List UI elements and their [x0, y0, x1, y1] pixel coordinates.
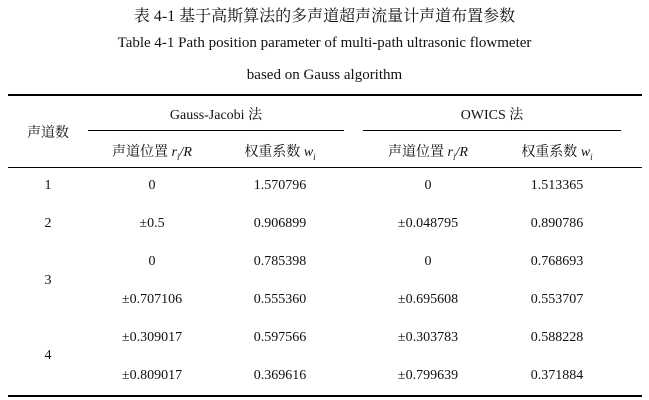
group-rule-owics — [363, 130, 621, 131]
gj-position-cell: 0 — [148, 254, 156, 269]
column-header-path-count: 声道数 — [27, 126, 69, 141]
gj-weight-cell: 0.597566 — [253, 330, 307, 345]
gj-position-cell: ±0.809017 — [121, 368, 183, 383]
ow-weight-cell: 1.513365 — [530, 178, 584, 193]
table-caption-english-line2: based on Gauss algorithm — [246, 67, 403, 83]
gj-weight-cell: 1.570796 — [253, 178, 307, 193]
gj-weight-cell: 0.906899 — [253, 216, 307, 231]
path-count-cell: 3 — [44, 273, 52, 288]
position-subscript: i — [176, 151, 180, 162]
ow-position-cell: ±0.799639 — [397, 368, 459, 383]
ow-position-cell: 0 — [424, 178, 432, 193]
ow-weight-cell: 0.371884 — [530, 368, 584, 383]
header-bottom-rule — [8, 167, 642, 168]
group-rule-gauss-jacobi — [88, 130, 344, 131]
table-caption-english-line1: Table 4-1 Path position parameter of multi-path ultrasonic flowmeter — [117, 35, 532, 51]
position-symbol: r — [171, 145, 177, 160]
path-count-cell: 4 — [44, 348, 52, 363]
ow-weight-cell: 0.768693 — [530, 254, 584, 269]
path-count-cell: 1 — [44, 178, 52, 193]
ow-weight-cell: 0.890786 — [530, 216, 584, 231]
group-header-gauss-jacobi: Gauss-Jacobi 法 — [169, 108, 263, 123]
position-suffix: /R — [179, 145, 192, 160]
gj-position-cell: ±0.707106 — [121, 292, 183, 307]
column-header-ow-position — [363, 141, 493, 162]
table-top-rule — [8, 94, 642, 96]
weight-symbol: w — [303, 145, 314, 160]
ow-weight-cell: 0.553707 — [530, 292, 584, 307]
weight-label: 权重系数 — [521, 145, 581, 160]
table-bottom-rule — [8, 395, 642, 397]
gj-weight-cell: 0.369616 — [253, 368, 307, 383]
ow-position-cell: ±0.048795 — [397, 216, 459, 231]
position-suffix: /R — [455, 145, 468, 160]
gj-position-cell: ±0.309017 — [121, 330, 183, 345]
gj-weight-cell: 0.785398 — [253, 254, 307, 269]
gj-position-cell: ±0.5 — [139, 216, 165, 231]
ow-position-cell: ±0.695608 — [397, 292, 459, 307]
position-subscript: i — [452, 151, 456, 162]
column-header-ow-weight — [493, 141, 621, 162]
gj-weight-cell: 0.555360 — [253, 292, 307, 307]
weight-label: 权重系数 — [244, 145, 304, 160]
table-caption-chinese: 表 4-1 基于高斯算法的多声道超声流量计声道布置参数 — [133, 8, 516, 25]
ow-position-cell: ±0.303783 — [397, 330, 459, 345]
ow-position-cell: 0 — [424, 254, 432, 269]
path-count-cell: 2 — [44, 216, 52, 231]
ow-weight-cell: 0.588228 — [530, 330, 584, 345]
position-label: 声道位置 — [388, 145, 448, 160]
gj-position-cell: 0 — [148, 178, 156, 193]
column-header-gj-position — [88, 141, 216, 162]
position-label: 声道位置 — [112, 145, 172, 160]
weight-symbol: w — [580, 145, 591, 160]
weight-subscript: i — [313, 151, 316, 162]
group-header-owics: OWICS 法 — [460, 108, 524, 123]
column-header-gj-weight — [216, 141, 344, 162]
position-symbol: r — [447, 145, 453, 160]
weight-subscript: i — [590, 151, 593, 162]
